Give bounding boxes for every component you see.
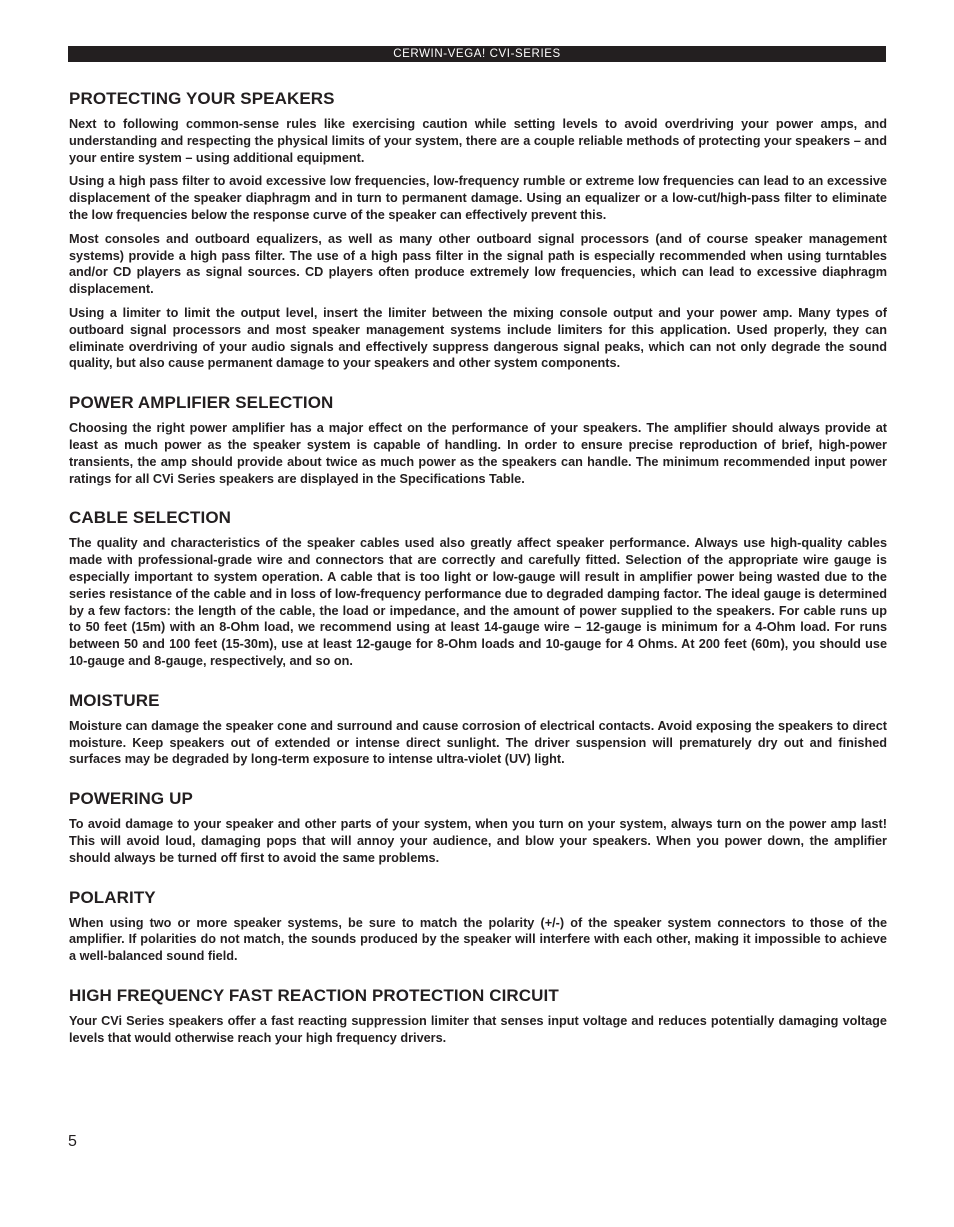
paragraph: Your CVi Series speakers offer a fast reacting suppression limiter that senses input voltage and reduces potentially damaging voltage levels that would otherwise reach your high frequency drivers. <box>69 1013 887 1045</box>
paragraph: The quality and characteristics of the speaker cables used also greatly affect speaker performance. Always use high-quality cables made with professional-grade wire and connectors that are correctly and carefully fitted. Selection of the appropriate wire gauge is especially important to system operation. A cable that is too light or low-gauge will result in amplifier power being wasted due to the series resistance of the cable and in loss of low-frequency performance due to degraded damping factor. The ideal gauge is determined by a few factors: the length of the cable, the load or impedance, and the amount of power supplied to the speakers. For cable runs up to 50 feet (15m) with an 8-Ohm load, we recommend using at least 14-gauge wire – 12-gauge is minimum for a 4-Ohm load. For runs between 50 and 100 feet (15-30m), use at least 12-gauge for 8-Ohm loads and 10-gauge for 4 Ohms. At 200 feet (60m), you should use 10-gauge and 8-gauge, respectively, and so on. <box>69 536 887 668</box>
section-heading: POWERING UP <box>69 789 193 809</box>
paragraph: When using two or more speaker systems, be sure to match the polarity (+/-) of the speaker system connectors to those of the amplifier. If polarities do not match, the sounds produced by the speaker will interfere with each other, making it impossible to achieve a well-balanced sound field. <box>69 915 887 964</box>
paragraph: Most consoles and outboard equalizers, as well as many other outboard signal processors (and of course speaker management systems) provide a high pass filter. The use of a high pass filter in the signal path is especially recommended when using turntables and/or CD players as signal sources. CD players often produce extremely low frequencies, which can lead to excessive diaphragm displacement. <box>69 231 887 297</box>
section-heading: PROTECTING YOUR SPEAKERS <box>69 89 335 108</box>
running-header: CERWIN-VEGA! CVI-SERIES <box>68 46 886 62</box>
paragraph: Moisture can damage the speaker cone and surround and cause corrosion of electrical contacts. Avoid exposing the speakers to direct moisture. Keep speakers out of extended or intense direct sunlight. The driver suspension will prematurely dry out and finished surfaces may be degraded by long-term exposure to intense ultra-violet (UV) light. <box>69 718 887 767</box>
page-content <box>69 88 887 1066</box>
paragraph: Choosing the right power amplifier has a major effect on the performance of your speakers. The amplifier should always provide at least as much power as the speaker system is capable of handling. In order to ensure precise reproduction of brief, high-power transients, the amp should provide about twice as much power as the speakers can handle. The minimum recommended input power ratings for all CVi Series speakers are displayed in the Specifications Table. <box>69 421 887 486</box>
section-power-amplifier <box>69 392 887 487</box>
section-heading: POWER AMPLIFIER SELECTION <box>69 393 334 413</box>
section-protecting-speakers <box>69 88 887 372</box>
section-hf-protection <box>69 985 887 1047</box>
section-polarity <box>69 887 887 965</box>
section-cable-selection <box>69 507 887 669</box>
section-heading: CABLE SELECTION <box>69 508 232 528</box>
page-number: 5 <box>68 1133 77 1150</box>
section-heading: POLARITY <box>69 887 156 907</box>
paragraph: To avoid damage to your speaker and other parts of your system, when you turn on your system, always turn on the power amp last! This will avoid loud, damaging pops that will annoy your audience, and blow your speakers. When you power down, the amplifier should always be turned off first to avoid the same problems. <box>69 817 887 865</box>
paragraph: Using a limiter to limit the output level, insert the limiter between the mixing console output and your power amp. Many types of outboard signal processors and most speaker management systems include limiters for this application. Used properly, they can eliminate overdriving of your audio signals and effectively suppress dangerous signal peaks, which can not only degrade the sound quality, but also cause permanent damage to your speakers and other system components. <box>69 305 887 371</box>
section-heading: MOISTURE <box>69 690 160 710</box>
section-moisture <box>69 690 887 768</box>
section-heading: HIGH FREQUENCY FAST REACTION PROTECTION CIRCUIT <box>69 985 559 1005</box>
paragraph: Using a high pass filter to avoid excessive low frequencies, low-frequency rumble or extreme low frequencies can lead to an excessive displacement of the speaker diaphragm and in turn to permanent damage. Using an equalizer or a low-cut/high-pass filter to eliminate the low frequencies below the response curve of the speaker can effectively prevent this. <box>69 174 887 222</box>
paragraph: Next to following common-sense rules like exercising caution while setting levels to avoid overdriving your power amps, and understanding and respecting the physical limits of your system, there are a couple reliable methods of protecting your speakers – and your entire system – using additional equipment. <box>69 117 887 165</box>
section-powering-up <box>69 788 887 866</box>
